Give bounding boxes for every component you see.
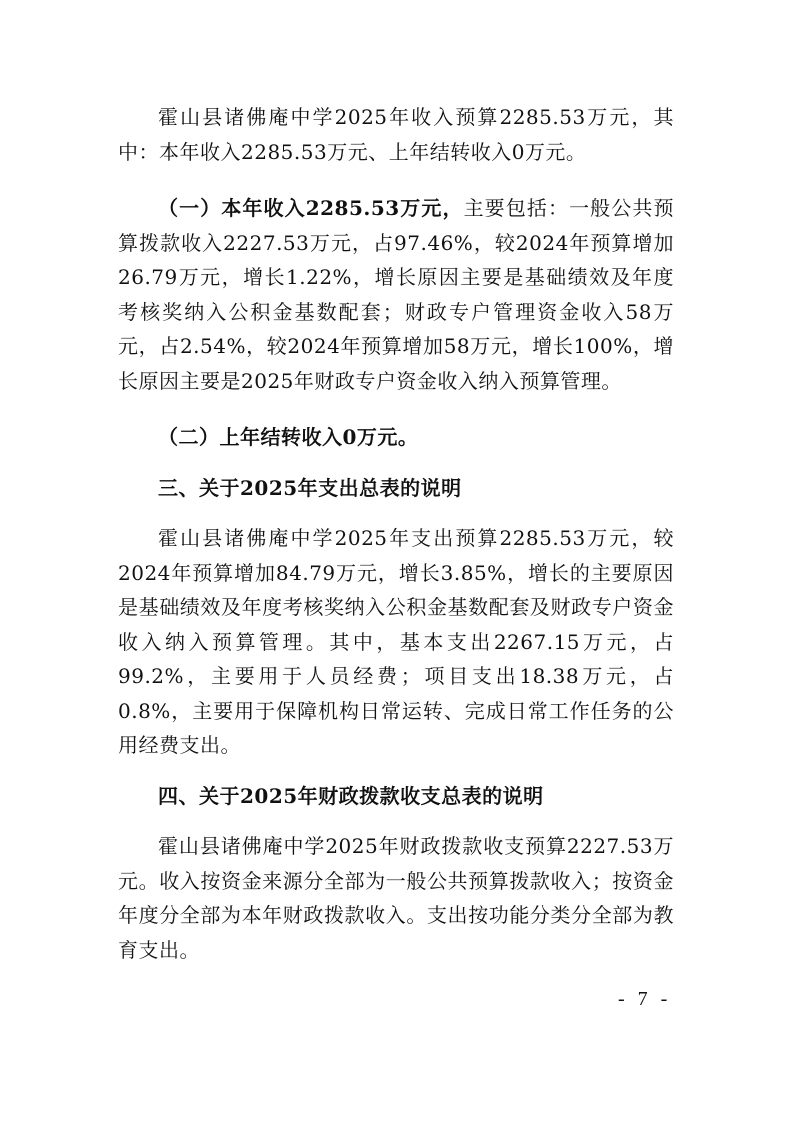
paragraph-current-year-income — [118, 191, 674, 398]
paragraph-fiscal-allocation: 霍山县诸佛庵中学2025年财政拨款收支预算2227.53万元。收入按资金来源分全部为一般公共预算拨款收入；按资金年度分全部为本年财政拨款收入。支出按功能分类分全部为教育支出。 — [118, 834, 674, 962]
page-number: - 7 - — [618, 988, 672, 1010]
section-heading-expenditure: 三、关于2025年支出总表的说明 — [158, 475, 462, 500]
paragraph-carryover-income: （二）上年结转收入0万元。 — [158, 425, 419, 449]
document-body — [118, 100, 674, 967]
paragraph-expenditure: 霍山县诸佛庵中学2025年支出预算2285.53万元，较2024年预算增加84.79万元，增长3.85%，增长的主要原因是基础绩效及年度考核奖纳入公积金基数配套及财政专户资金收入纳入预算管理。其中，基本支出2267.15万元，占99.2%，主要用于人员经费；项目支出18.38万元，占0.8%，主要用于保障机构日常运转、完成日常工作任务的公用经费支出。 — [118, 526, 674, 757]
current-year-income-lead: （一）本年收入2285.53万元， — [158, 196, 464, 220]
section-heading-fiscal-allocation: 四、关于2025年财政拨款收支总表的说明 — [158, 783, 544, 808]
current-year-income-body: 主要包括：一般公共预算拨款收入2227.53万元，占97.46%，较2024年预算增加26.79万元，增长1.22%，增长原因主要是基础绩效及年度考核奖纳入公积金基数配套；财政专户管理资金收入58万元，占2.54%，较2024年预算增加58万元，增长100%，增长原因主要是2025年财政专户资金收入纳入预算管理。 — [118, 196, 674, 393]
paragraph-income-summary: 霍山县诸佛庵中学2025年收入预算2285.53万元，其中：本年收入2285.53万元、上年结转收入0万元。 — [118, 105, 674, 164]
